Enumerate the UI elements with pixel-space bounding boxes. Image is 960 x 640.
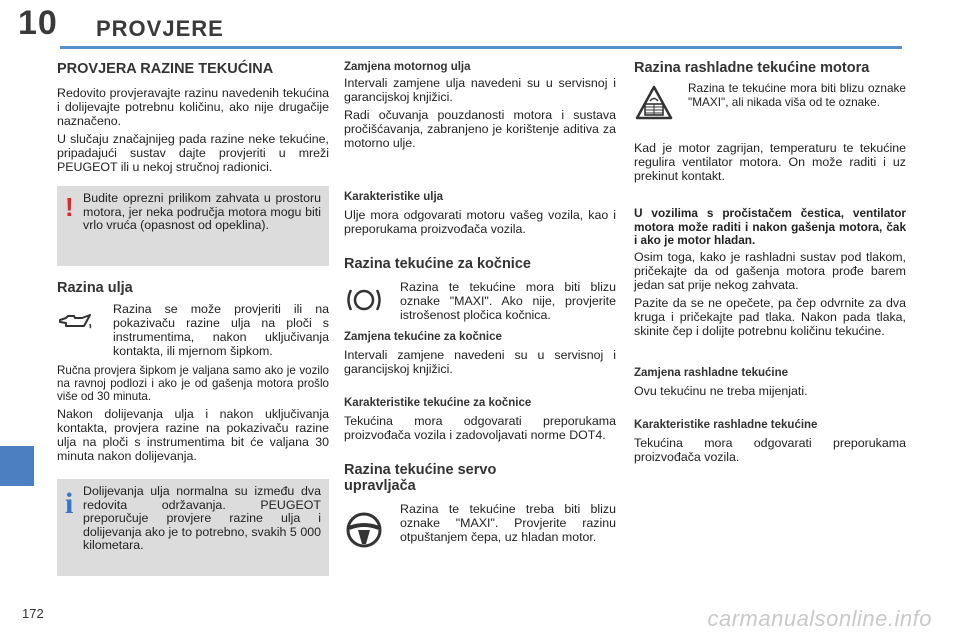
brake-spec-heading: Karakteristike tekućine za kočnice [344, 397, 532, 409]
coolant-level-text: Razina te tekućine mora biti blizu oznake "MAXI", ali nikada viša od te oznake. [688, 81, 906, 109]
brake-change-heading: Zamjena tekućine za kočnice [344, 331, 502, 343]
warning-note [57, 186, 329, 266]
coolant-change-heading: Zamjena rashladne tekućine [634, 366, 789, 379]
column-left [57, 60, 329, 576]
coolant-warning-icon [634, 82, 688, 127]
brake-spec-paragraph: Tekućina mora odgovarati preporukama proizvođača vozila i zadovoljavati norme DOT4. [344, 414, 616, 442]
oil-topup-paragraph: Nakon dolijevanja ulja i nakon uključivanja kontakta, provjera razine na pokazivaču razine ulja na ploči s instrumentima bit će valjana 30 minuta nakon dolijevanja. [57, 407, 329, 463]
warning-icon: ! [65, 192, 74, 222]
steering-level-block [344, 502, 616, 553]
coolant-level-block [634, 82, 906, 127]
watermark: carmanualsonline.info [707, 606, 932, 631]
coolant-bold-warning: U vozilima s pročistačem čestica, ventilator motora može raditi i nakon gašenja motora, čak i ako je motor hladan. [634, 206, 906, 247]
brake-change-paragraph: Intervali zamjene navedeni su u servisnoj i garancijskoj knjižici. [344, 348, 616, 376]
oil-heading: Razina ulja [57, 280, 133, 296]
warning-note-text: Budite oprezni prilikom zahvata u prostoru motora, jer neka područja motora mogu biti vrlo vruća (opasnost od opeklina). [83, 191, 321, 232]
intro-paragraph-2: U slučaju značajnijeg pada razine neke tekućine, pripadajući sustav dajte provjeriti u mreži PEUGEOT ili u nekoj stručnoj radionici. [57, 132, 329, 174]
oil-spec-paragraph: Ulje mora odgovarati motoru vašeg vozila, kao i preporukama proizvođača vozila. [344, 208, 616, 236]
oil-change-paragraph-2: Radi očuvanja pouzdanosti motora i sustava pročišćavanja, zabranjeno je korištenje aditiva za motorno ulje. [344, 108, 616, 150]
info-note-text: Dolijevanja ulja normalna su između dva redovita održavanja. PEUGEOT preporučuje provjere razine ulja i dolijevanja ako je to potrebno, svakih 5 000 kilometara. [83, 484, 321, 552]
section-title: PROVJERA RAZINE TEKUĆINA [57, 61, 274, 77]
coolant-paragraph-3: Pazite da se ne opečete, pa čep odvrnite za dva kruga i pričekajte pad tlaka. Nakon pada tlaka, skinite čep i dolijte potrebnu količinu tekućine. [634, 295, 906, 338]
info-icon: i [65, 487, 74, 520]
coolant-heading: Razina rashladne tekućine motora [634, 60, 870, 76]
brake-level-block [344, 280, 616, 322]
oil-level-text: Razina se može provjeriti ili na pokazivaču razine ulja na ploči s instrumentima, nakon uključivanja kontakta, ili mjernom šipkom. [113, 302, 329, 358]
coolant-paragraph-1: Kad je motor zagrijan, temperaturu te tekućine regulira ventilator motora. On može raditi i uz prekinut kontakt. [634, 141, 906, 183]
coolant-change-paragraph: Ovu tekućinu ne treba mijenjati. [634, 383, 808, 398]
page-number: 172 [22, 606, 44, 621]
oil-can-icon [57, 302, 113, 337]
steering-level-text: Razina te tekućine treba biti blizu oznake "MAXI". Provjerite razinu otpuštanjem čepa, uz hladan motor. [400, 502, 616, 544]
chapter-title: PROVJERE [96, 16, 224, 41]
header-rule [60, 46, 902, 49]
column-middle [344, 60, 616, 553]
chapter-side-tab [0, 446, 34, 486]
brake-warning-icon [344, 280, 400, 319]
coolant-spec-paragraph: Tekućina mora odgovarati preporukama proizvođača vozila. [634, 435, 906, 464]
steering-heading: Razina tekućine servo upravljača [344, 462, 497, 494]
oil-change-paragraph-1: Intervali zamjene ulja navedeni su u servisnoj i garancijskoj knjižici. [344, 76, 616, 104]
intro-paragraph-1: Redovito provjeravajte razinu navedenih tekućina i dolijevajte potrebnu količinu, ako nije drugačije naznačeno. [57, 86, 329, 128]
chapter-number: 10 [18, 4, 58, 42]
steering-wheel-icon [344, 502, 400, 553]
oil-change-heading: Zamjena motornog ulja [344, 61, 471, 73]
oil-level-block [57, 302, 329, 358]
coolant-spec-heading: Karakteristike rashladne tekućine [634, 418, 818, 431]
brake-heading: Razina tekućine za kočnice [344, 256, 531, 272]
oil-spec-heading: Karakteristike ulja [344, 191, 444, 203]
oil-dipstick-paragraph: Ručna provjera šipkom je valjana samo ako je vozilo na ravnoj podlozi i ako je od gašenja motora prošlo više od 30 minuta. [57, 364, 329, 403]
info-note [57, 479, 329, 576]
coolant-paragraph-2: Osim toga, kako je rashladni sustav pod tlakom, pričekajte da od gašenja motora prođe barem jedan sat prije nekog zahvata. [634, 249, 906, 292]
brake-level-text: Razina te tekućine mora biti blizu oznake "MAXI". Ako nije, provjerite istrošenost pločica kočnica. [400, 280, 616, 322]
column-right [634, 60, 906, 464]
